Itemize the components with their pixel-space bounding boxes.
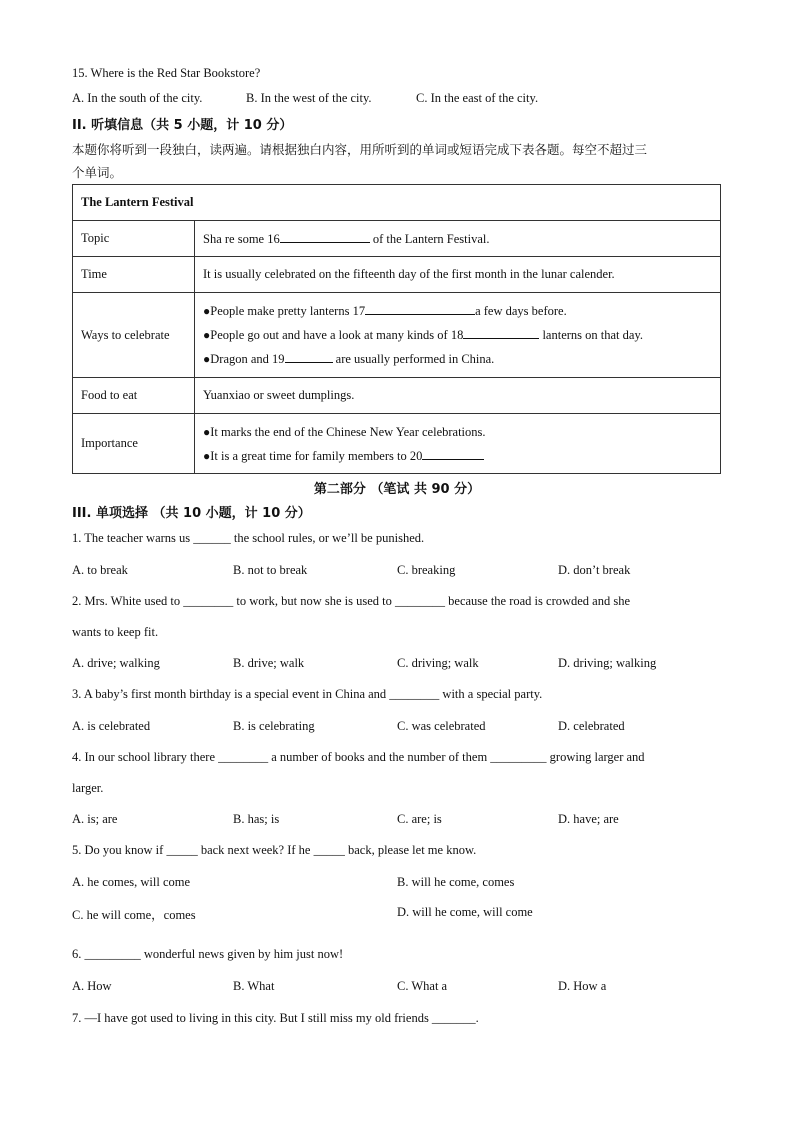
importance-line-2 (203, 444, 712, 468)
ways-line-3 (203, 347, 712, 371)
section-2-title: II. 听填信息（共 5 小题，计 10 分） (72, 118, 293, 133)
bullet-icon: ● (203, 328, 211, 342)
ways-line-2-after: lanterns on that day. (539, 328, 644, 342)
blank-19 (285, 351, 333, 363)
row-content-time: It is usually celebrated on the fifteenth day of the first month in the lunar calender. (195, 257, 721, 293)
ways-line-2 (203, 323, 712, 347)
question-1-option-d: D. don’t break (558, 563, 631, 577)
table-row (73, 257, 721, 293)
row-label-importance: Importance (73, 414, 195, 474)
row-label-ways: Ways to celebrate (73, 293, 195, 378)
row-content-ways (195, 293, 721, 378)
row-content-importance (195, 414, 721, 474)
question-15-stem: 15. Where is the Red Star Bookstore? (72, 66, 261, 80)
question-3-option-d: D. celebrated (558, 719, 625, 733)
question-5-stem: 5. Do you know if _____ back next week? If he _____ back, please let me know. (72, 843, 477, 857)
table-row (73, 293, 721, 378)
section-3-title: III. 单项选择 （共 10 小题，计 10 分） (72, 506, 311, 521)
question-2-option-a: A. drive; walking (72, 656, 160, 670)
table-row (73, 414, 721, 474)
question-7-stem: 7. —I have got used to living in this city. But I still miss my old friends _______. (72, 1011, 479, 1025)
question-15-option-b: B. In the west of the city. (246, 91, 372, 105)
table-row (73, 378, 721, 414)
question-3-option-a: A. is celebrated (72, 719, 151, 733)
ways-line-1 (203, 299, 712, 323)
question-1-option-a: A. to break (72, 563, 128, 577)
section-2-instruction-line1: 本题你将听到一段独白，读两遍。请根据独白内容，用所听到的单词或短语完成下表各题。每空不超过三 (72, 142, 648, 157)
bullet-icon: ● (203, 304, 211, 318)
question-15-option-a: A. In the south of the city. (72, 91, 203, 105)
importance-line-1 (203, 420, 712, 444)
bullet-icon: ● (203, 352, 211, 366)
blank-17 (365, 303, 475, 315)
question-6-stem: 6. _________ wonderful news given by him just now! (72, 947, 344, 961)
question-4-stem-line2: larger. (72, 781, 104, 795)
bullet-icon: ● (203, 448, 211, 463)
topic-text-after: of the Lantern Festival. (369, 231, 490, 246)
ways-line-1-text: People make pretty lanterns 17 (210, 304, 366, 318)
question-2-stem-line2: wants to keep fit. (72, 625, 159, 639)
question-2-option-d: D. driving; walking (558, 656, 657, 670)
question-5-option-c: C. he will come，comes (72, 908, 196, 922)
question-6-option-c: C. What a (397, 979, 448, 993)
question-4-option-a: A. is; are (72, 812, 118, 826)
blank-18 (463, 327, 539, 339)
question-3-stem: 3. A baby’s first month birthday is a special event in China and ________ with a special party. (72, 687, 543, 701)
question-5-option-b: B. will he come, comes (397, 875, 515, 889)
lantern-festival-table (72, 184, 721, 474)
question-2-stem: 2. Mrs. White used to ________ to work, but now she is used to ________ because the road is crowded and she (72, 594, 631, 608)
row-content-food: Yuanxiao or sweet dumplings. (195, 378, 721, 414)
blank-20 (422, 448, 484, 460)
question-6-option-a: A. How (72, 979, 112, 993)
ways-line-1-after: a few days before. (475, 304, 567, 318)
question-4-stem: 4. In our school library there ________ a number of books and the number of them _________ growing larger and (72, 750, 645, 764)
question-1-option-c: C. breaking (397, 563, 456, 577)
importance-line-2-text: It is a great time for family members to 20 (210, 448, 423, 463)
row-label-food: Food to eat (73, 378, 195, 414)
question-1-stem: 1. The teacher warns us ______ the school rules, or we’ll be punished. (72, 531, 425, 545)
question-4-option-b: B. has; is (233, 812, 280, 826)
question-4-option-c: C. are; is (397, 812, 442, 826)
row-content-topic (195, 221, 721, 257)
question-2-option-c: C. driving; walk (397, 656, 479, 670)
question-6-option-b: B. What (233, 979, 275, 993)
section-2-instruction-line2: 个单词。 (72, 165, 123, 180)
ways-line-3-after: are usually performed in China. (332, 352, 495, 366)
question-3-option-b: B. is celebrating (233, 719, 315, 733)
bullet-icon: ● (203, 424, 211, 439)
question-1-option-b: B. not to break (233, 563, 308, 577)
question-2-option-b: B. drive; walk (233, 656, 305, 670)
question-3-option-c: C. was celebrated (397, 719, 486, 733)
part-2-title: 第二部分 （笔试 共 90 分） (313, 482, 481, 497)
row-label-time: Time (73, 257, 195, 293)
question-4-option-d: D. have; are (558, 812, 619, 826)
importance-line-1-text: It marks the end of the Chinese New Year celebrations. (210, 424, 486, 439)
question-5-option-d: D. will he come, will come (397, 905, 533, 919)
question-15-option-c: C. In the east of the city. (416, 91, 539, 105)
table-row (73, 221, 721, 257)
ways-line-3-text: Dragon and 19 (210, 352, 285, 366)
table-title: The Lantern Festival (73, 185, 721, 221)
table-title-row (73, 185, 721, 221)
question-6-option-d: D. How a (558, 979, 607, 993)
ways-line-2-text: People go out and have a look at many kinds of 18 (210, 328, 464, 342)
row-label-topic: Topic (73, 221, 195, 257)
topic-text: Sha re some 16 (203, 231, 280, 246)
blank-16 (280, 231, 370, 243)
question-5-option-a: A. he comes, will come (72, 875, 191, 889)
